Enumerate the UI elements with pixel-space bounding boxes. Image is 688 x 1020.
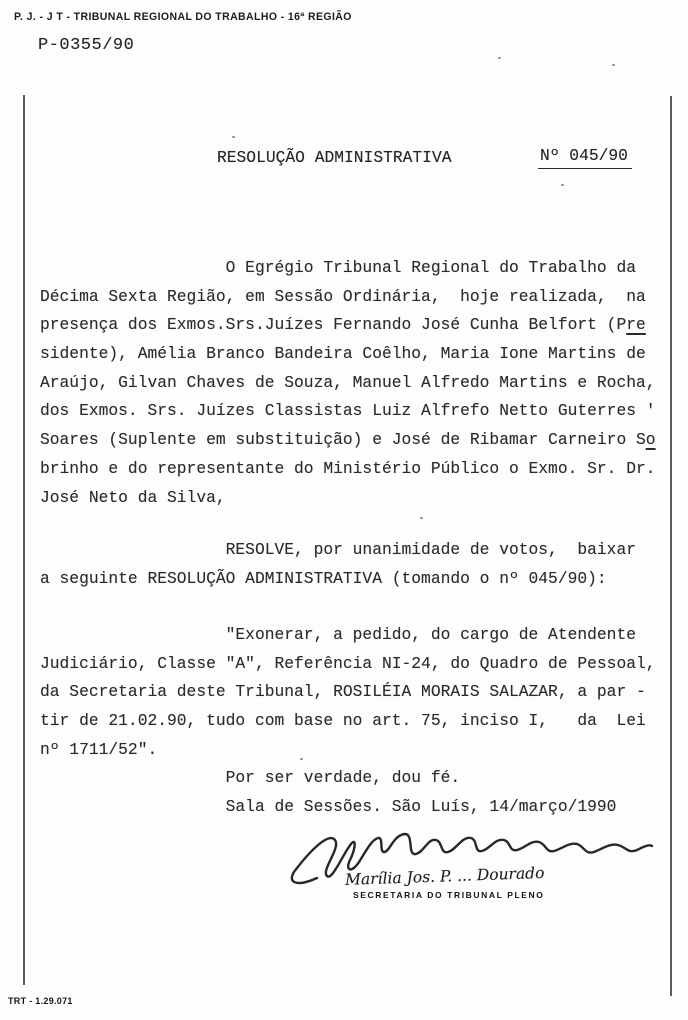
scan-border-left (23, 95, 25, 985)
paragraph-closing (40, 764, 616, 821)
text-line: sidente), Amélia Branco Bandeira Coêlho, Maria Ione Martins de (40, 344, 646, 364)
process-number: P-0355/90 (38, 36, 135, 55)
scan-noise-dot (612, 64, 615, 66)
text-line: Araújo, Gilvan Chaves de Souza, Manuel Alfredo Martins e Rocha, (40, 372, 656, 392)
scan-noise-dot (561, 184, 564, 186)
text-line: da Secretaria deste Tribunal, ROSILÉIA MORAIS SALAZAR, a par - (40, 682, 646, 702)
text-line: Soares (Suplente em substituição) e José de Ribamar Carneiro So (40, 430, 656, 450)
form-code: TRT - 1.29.071 (8, 996, 73, 1006)
text-line: nº 1711/52". (40, 739, 158, 759)
text-line: RESOLVE, por unanimidade de votos, baixar (40, 540, 636, 559)
scan-noise-dot (420, 517, 423, 519)
scan-noise-dot (232, 136, 235, 138)
paragraph-preamble (40, 254, 656, 512)
signatory-title: SECRETARIA DO TRIBUNAL PLENO (353, 890, 545, 900)
text-line: "Exonerar, a pedido, do cargo de Atendente (40, 625, 636, 644)
text-line: Sala de Sessões. São Luís, 14/março/1990 (40, 796, 617, 816)
signatory-name: Marília Jos. P. ... Dourado (344, 863, 545, 889)
resolution-number: Nº 045/90 (538, 146, 632, 169)
scan-noise-dot (498, 57, 501, 59)
resolution-title: RESOLUÇÃO ADMINISTRATIVA (217, 148, 452, 167)
text-line: a seguinte RESOLUÇÃO ADMINISTRATIVA (tomando o nº 045/90): (40, 568, 607, 588)
court-header: P. J. - J T - TRIBUNAL REGIONAL DO TRABALHO - 16ª REGIÃO (14, 10, 352, 24)
text-line: O Egrégio Tribunal Regional do Trabalho da (40, 258, 636, 277)
text-line: Por ser verdade, dou fé. (40, 768, 461, 787)
text-line: Judiciário, Classe "A", Referência NI-24, do Quadro de Pessoal, (40, 653, 656, 673)
signature-block (283, 828, 655, 918)
text-line: dos Exmos. Srs. Juízes Classistas Luiz Alfrefo Netto Guterres ' (40, 401, 656, 421)
text-line: tir de 21.02.90, tudo com base no art. 75, inciso I, da Lei (40, 711, 646, 731)
scan-border-right (670, 96, 672, 996)
text-line: brinho e do representante do Ministério Público o Exmo. Sr. Dr. (40, 458, 656, 478)
text-line: presença dos Exmos.Srs.Juízes Fernando José Cunha Belfort (Pre (40, 315, 646, 335)
text-line: Décima Sexta Região, em Sessão Ordinária, hoje realizada, na (40, 286, 646, 306)
text-line: José Neto da Silva, (40, 487, 226, 507)
paragraph-exonerar (40, 621, 656, 764)
paragraph-resolve (40, 536, 636, 593)
